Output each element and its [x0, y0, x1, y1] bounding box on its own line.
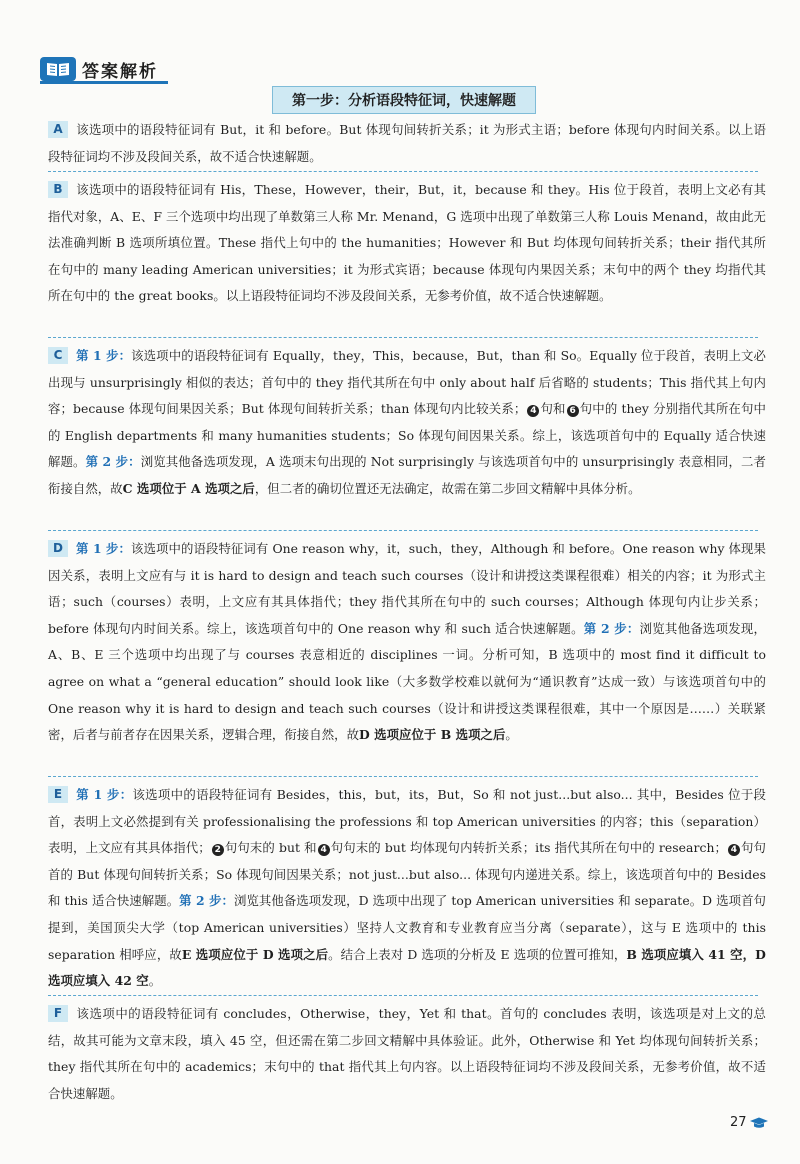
option-e-text: 句句首的 But 体现句间转折关系；So 体现句间因果关系；not just...but also... 体现句内递进关系。综上，该选项首句中的 Besides 和 this 适合快速解题。: [48, 840, 766, 909]
option-e-text: 句句末的 but 和: [224, 840, 317, 856]
option-d-text: 浏览其他备选项发现，A、B、E 三个选项中均出现了与 courses 表意相近的 disciplines 一词。分析可知，B 选项中的 most find it difficult to agree on what a “general education” should look like（大多数学校难以就何为“通识教育”达成一致）与该选项首句中的 One reason why it is hard to design and teach such courses（设计和讲授这类课程很难，其中一个原因是……）关联紧密，后者与前者存在因果关系，逻辑合理，衔接自然，故: [48, 620, 766, 743]
sentence-number-badge: 2: [212, 844, 224, 856]
final-answer: B 选项应填入 41 空，D 选项应填入 42 空: [48, 946, 766, 989]
sentence-number-badge: 4: [318, 844, 330, 856]
option-e-text: 该选项中的语段特征词有 Besides，this，but，its，But，So 和 not just...but also... 其中，Besides 位于段首，表明上文必然提到有关 professionalising the professions 和 top American universities 的内容；this（separation）表明，上文应有其具体指代；: [48, 787, 766, 856]
divider: [48, 995, 758, 996]
divider: [48, 530, 758, 531]
option-e-tag: E: [48, 786, 68, 803]
option-c-text: ，但二者的确切位置还无法确定，故需在第二步回文精解中具体分析。: [254, 480, 641, 496]
option-b-analysis: [48, 177, 766, 310]
option-c-tag: C: [48, 347, 68, 364]
header-underline: [40, 81, 168, 84]
step-1-label: 第 1 步：: [76, 541, 132, 556]
option-e-analysis: [48, 782, 766, 995]
option-d-conclusion: D 选项应位于 B 选项之后: [359, 727, 506, 743]
step-1-label: 第 1 步：: [76, 787, 133, 802]
option-a-analysis: [48, 117, 766, 170]
page-number: [730, 1115, 769, 1130]
sentence-number-badge: 6: [567, 405, 579, 417]
step-2-label: 第 2 步：: [179, 893, 234, 909]
option-f-tag: F: [48, 1005, 68, 1022]
step-2-label: 第 2 步：: [583, 620, 640, 636]
option-e-conclusion: E 选项应位于 D 选项之后: [181, 946, 329, 962]
divider: [48, 337, 758, 338]
sentence-number-badge: 4: [728, 844, 740, 856]
option-c-text: 句中的 they 分别指代其所在句中的 English departments 和 many humanities students；So 体现句间因果关系。综上，该选项首句中的 Equally 适合快速解题。: [48, 401, 766, 470]
header-title: 答案解析: [82, 61, 158, 82]
option-e-text: 。: [148, 973, 162, 989]
option-c-analysis: [48, 343, 766, 503]
option-e-text: 。结合上表对 D 选项的分析及 E 选项的位置可推知，: [328, 946, 627, 962]
option-d-text: 。: [505, 727, 518, 743]
option-c-text: 该选项中的语段特征词有 Equally，they，This，because，But，than 和 So。Equally 位于段首，表明上文必出现与 unsurprisingly 相似的表达；首句中的 they 指代其所在句中 only about half 后省略的 students；This 指代其上句内容；because 体现句间果因关系；But 体现句间转折关系；than 体现句内比较关系；: [48, 348, 766, 417]
option-c-text: 句和: [540, 401, 566, 417]
sentence-number-badge: 4: [527, 405, 539, 417]
option-c-conclusion: C 选项位于 A 选项之后: [122, 480, 255, 496]
step-banner: 第一步：分析语段特征词，快速解题: [272, 86, 536, 114]
book-icon: [40, 57, 76, 81]
option-f-analysis: [48, 1001, 766, 1107]
option-d-text: 该选项中的语段特征词有 One reason why，it，such，they，Although 和 before。One reason why 体现果因关系，表明上文应有与 it is hard to design and teach such courses（设计和讲授这类课程很难）相关的内容；it 为形式主语；such（courses）表明，上文应有其具体指代；they 指代其所在句中的 such courses；Although 体现句内让步关系；before 体现句内时间关系。综上，该选项首句中的 One reason why 和 such 适合快速解题。: [48, 541, 766, 636]
option-b-tag: B: [48, 181, 68, 198]
option-a-tag: A: [48, 121, 68, 138]
page-number-text: 27: [730, 1115, 747, 1130]
divider: [48, 776, 758, 777]
cap-icon: [749, 1117, 769, 1129]
option-d-analysis: [48, 536, 766, 749]
option-a-text: 该选项中的语段特征词有 But，it 和 before。But 体现句间转折关系；it 为形式主语；before 体现句内时间关系。以上语段特征词均不涉及段间关系，故不适合快速解题。: [48, 122, 766, 164]
step-1-label: 第 1 步：: [76, 348, 132, 363]
option-d-tag: D: [48, 540, 68, 557]
divider: [48, 171, 758, 172]
option-e-text: 浏览其他备选项发现，D 选项中出现了 top American universities 和 separate。D 选项首句提到，美国顶尖大学（top American universities）坚持人文教育和专业教育应当分离（separate），这与 E 选项中的 this separation 相呼应，故: [48, 893, 766, 962]
option-f-text: 该选项中的语段特征词有 concludes，Otherwise，they，Yet 和 that。首句的 concludes 表明，该选项是对上文的总结，故其可能为文章末段，填入 45 空，但还需在第二步回文精解中具体验证。此外，Otherwise 和 Yet 均体现句间转折关系；they 指代其所在句中的 academics；末句中的 that 指代其上句内容。以上语段特征词均不涉及段间关系，无参考价值，故不适合快速解题。: [48, 1006, 766, 1101]
section-header: [40, 56, 158, 82]
step-2-label: 第 2 步：: [85, 454, 141, 470]
option-b-text: 该选项中的语段特征词有 His，These，However，their，But，it，because 和 they。His 位于段首，表明上文必有其指代对象，A、E、F 三个选项中均出现了单数第三人称 Mr. Menand，G 选项中出现了单数第三人称 Louis Menand，故由此无法准确判断 B 选项所填位置。These 指代上句中的 the humanities；However 和 But 均体现句间转折关系；their 指代其所在句中的 many leading American universities；it 为形式宾语；because 体现句内果因关系；末句中的两个 they 均指代其所在句中的 the great books。以上语段特征词均不涉及段间关系，无参考价值，故不适合快速解题。: [48, 182, 766, 304]
option-e-text: 句句末的 but 均体现句内转折关系；its 指代其所在句中的 research；: [330, 840, 727, 856]
option-c-text: 浏览其他备选项发现，A 选项末句出现的 Not surprisingly 与该选项首句中的 unsurprisingly 表意相同，二者衔接自然，故: [48, 454, 766, 496]
